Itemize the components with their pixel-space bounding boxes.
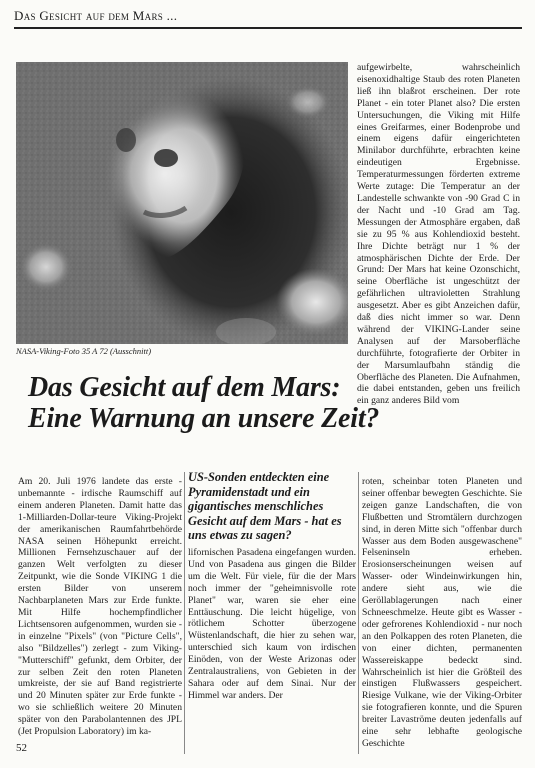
photo-caption: NASA-Viking-Foto 35 A 72 (Ausschnitt) [16, 346, 152, 356]
text-column-1 [18, 476, 182, 738]
headline-line-2: Eine Warnung an unsere Zeit? [28, 403, 380, 434]
article-headline [28, 372, 508, 434]
running-header: Das Gesicht auf dem Mars ... [14, 8, 178, 23]
column-3-paragraph: roten, scheinbar toten Planeten und seiner offenbar bewegten Geschichte. Sie zeigen ganze Landschaften, die von Flußbetten und Stromtälern durchzogen sind, in deren Mitte sich "offenbar durch Wasser aus dem Boden ausgewaschene" Felseninseln erheben. Erosionserscheinungen weisen auf Wasser- oder Windeinwirkungen hin, andere sieht aus, wie die Geröllablagerungen nach einer Schneeschmelze. Heute gibt es Wasser - oder gefrorenes Kohlendioxid - nur noch an den Polkappen des roten Planeten, die von einer dichten, permanenten Wassereiskappe bedeckt sind. Wahrscheinlich ist hier die Größteil des einstigen Flußwassers gespeichert. Riesige Vulkane, wie der Viking-Orbiter sie fotografieren konnte, und die Spuren breiter Lavaströme deuten jedenfalls auf eine sehr lebhafte geologische Geschichte [362, 476, 522, 749]
header-rule [14, 27, 522, 29]
mars-face-photo [16, 62, 348, 344]
column-divider-2 [358, 472, 359, 754]
pull-quote: US-Sonden entdeckten eine Pyramidenstadt und ein gigantisches menschliches Gesicht auf dem Mars - hat es uns etwas zu sagen? [188, 470, 342, 543]
headline-line-1: Das Gesicht auf dem Mars: [28, 372, 341, 403]
text-column-2 [188, 470, 356, 702]
page-number: 52 [16, 742, 27, 754]
text-column-3 [362, 476, 522, 750]
column-1-paragraph: Am 20. Juli 1976 landete das erste - unbemannte - irdische Raumschiff auf einem anderen Planeten. Damit hatte das 1-Milliarden-Dollar-teure Viking-Projekt der amerikanischen Raumfahrtbehörde NASA seinen Höhepunkt erreicht. Millionen Fernsehzuschauer auf der ganzen Welt verfolgten zu dieser Zeitpunkt, wie die Sonde VIKING 1 die ersten Bilder von unserem Nachbarplaneten Mars zur Erde funkte. Mit Hilfe hochempfindlicher Lichtsensoren aufgenommen, wurden sie - in einzelne "Pixels" (von "Picture Cells", also "Bildzelles") zerlegt - zum Viking-"Mutterschiff" gefunkt, dem Orbiter, der zur selben Zeit den roten Planeten umkreiste, der sie auf Band registrierte und 20 Minuten später zur Erde funkte - wo sie schließlich weitere 20 Minuten später von den Parabolantennen des JPL (Jet Propulsion Laboratory) im ka- [18, 476, 182, 738]
column-divider-1 [184, 472, 185, 754]
top-right-column [357, 62, 520, 407]
column-2-paragraph: lifornischen Pasadena eingefangen wurden. Und von Pasadena aus gingen die Bilder um die Welt. Für viele, für die der Mars noch immer der "geheimnisvolle rote Planet" war, waren sie eher eine Enttäuschung. Die leicht hügelige, von rötlichem Schotter überzogene Wüstenlandschaft, die hier zu sehen war, unterschied sich kaum von irdischen Einöden, von der Weste Arizonas oder Zentralaustraliens, von Gebieten in der Sahara oder auf dem Sinai. Nur der Himmel war anders. Der [188, 546, 356, 701]
top-right-paragraph: aufgewirbelte, wahrscheinlich eisenoxidhaltige Staub des roten Planeten ließ ihn blaßrot erscheinen. Der rote Planet - ein toter Planet also? Die ersten Untersuchungen, die Viking mit Hilfe eines Greifarmes, einer Bodenprobe und einem eigens dafür eingerichteten Minilabor durchführte, erbrachten keine eindeutigen Ergebnisse. Temperaturmessungen förderten extreme Werte zutage: Die Temperatur an der Landestelle schwankte von -90 Grad C in der Nacht und -10 Grad am Tag. Messungen der Atmosphäre ergaben, daß sie zu 95 % aus Kohlendioxid besteht. Ihre Dichte beträgt nur 1 % der atmosphärischen Dichte der Erde. Der Grund: Der Mars hat keine Ozonschicht, seine Oberfläche ist ungeschützt der gefährlichen ultravioletten Strahlung ausgesetzt. Aber es gibt Anzeichen dafür, daß dies nicht immer so war. Denn während der VIKING-Lander seine Analysen auf der Marsoberfläche durchführte, fotografierte der Orbiter in der Marsumlaufbahn ständig die Oberfläche des Planeten. Die Aufnahmen, die dabei entstanden, geben uns freilich ein ganz anderes Bild vom [357, 62, 520, 407]
